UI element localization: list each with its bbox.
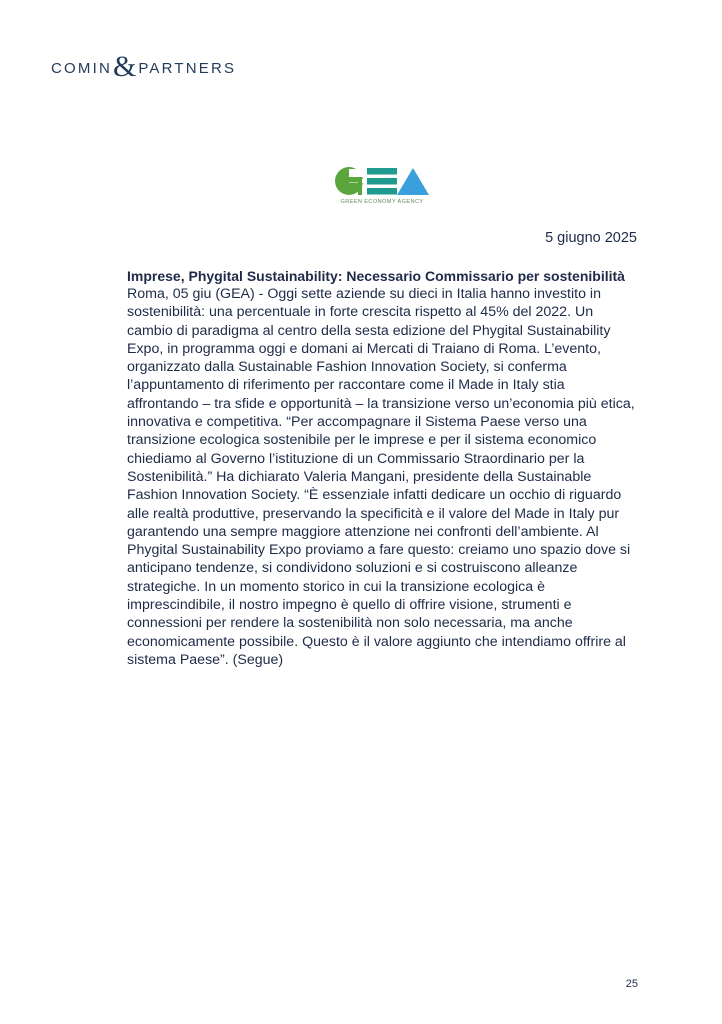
article-body: Roma, 05 giu (GEA) - Oggi sette aziende su dieci in Italia hanno investito in sostenibilità: una percentuale in forte crescita rispetto al 45% del 2022. Un cambio di paradigma al centro della sesta edizione del Phygital Sustainability Expo, in programma oggi e domani ai Mercati di Traiano di Roma. L’evento, organizzato dalla Sustainable Fashion Innovation Society, si conferma l’appuntamento di riferimento per raccontare come il Made in Italy stia affrontando – tra sfide e opportunità – la transizione verso un’economia più etica, innovativa e competitiva. “Per accompagnare il Sistema Paese verso una transizione ecologica sostenibile per le imprese e per il sistema economico chiediamo al Governo l’istituzione di un Commissario Straordinario per la Sostenibilità.” Ha dichiarato Valeria Mangani, presidente della Sustainable Fashion Innovation Society. “È essenziale infatti dedicare un occhio di riguardo alle realtà produttive, preservando la specificità e il valore del Made in Italy pur garantendo una sempre maggiore attenzione nei confronti dell’ambiente. Al Phygital Sustainability Expo proviamo a fare questo: creiamo uno spazio dove si anticipano tendenze, si condividono soluzioni e si costruiscono alleanze strategiche. In un momento storico in cui la transizione ecologica è imprescindibile, il nostro impegno è quello di offrire visione, strumenti e connessioni per rendere la sostenibilità non solo necessaria, ma anche economicamente possibile. Questo è il valore aggiunto che intendiamo offrire al sistema Paese”. (Segue) bbox=[127, 286, 635, 668]
logo-text-partners: PARTNERS bbox=[138, 59, 237, 77]
logo-text-comin: COMIN bbox=[51, 59, 112, 77]
page-number: 25 bbox=[625, 978, 638, 990]
article bbox=[127, 267, 639, 669]
article-title: Imprese, Phygital Sustainability: Necessario Commissario per sostenibilità bbox=[127, 268, 625, 284]
logo-ampersand: & bbox=[113, 50, 137, 83]
gea-logo-mark bbox=[334, 166, 430, 198]
gea-subtitle: GREEN ECONOMY AGENCY bbox=[340, 199, 424, 205]
document-date: 5 giugno 2025 bbox=[545, 230, 637, 246]
comin-partners-logo bbox=[51, 52, 236, 84]
